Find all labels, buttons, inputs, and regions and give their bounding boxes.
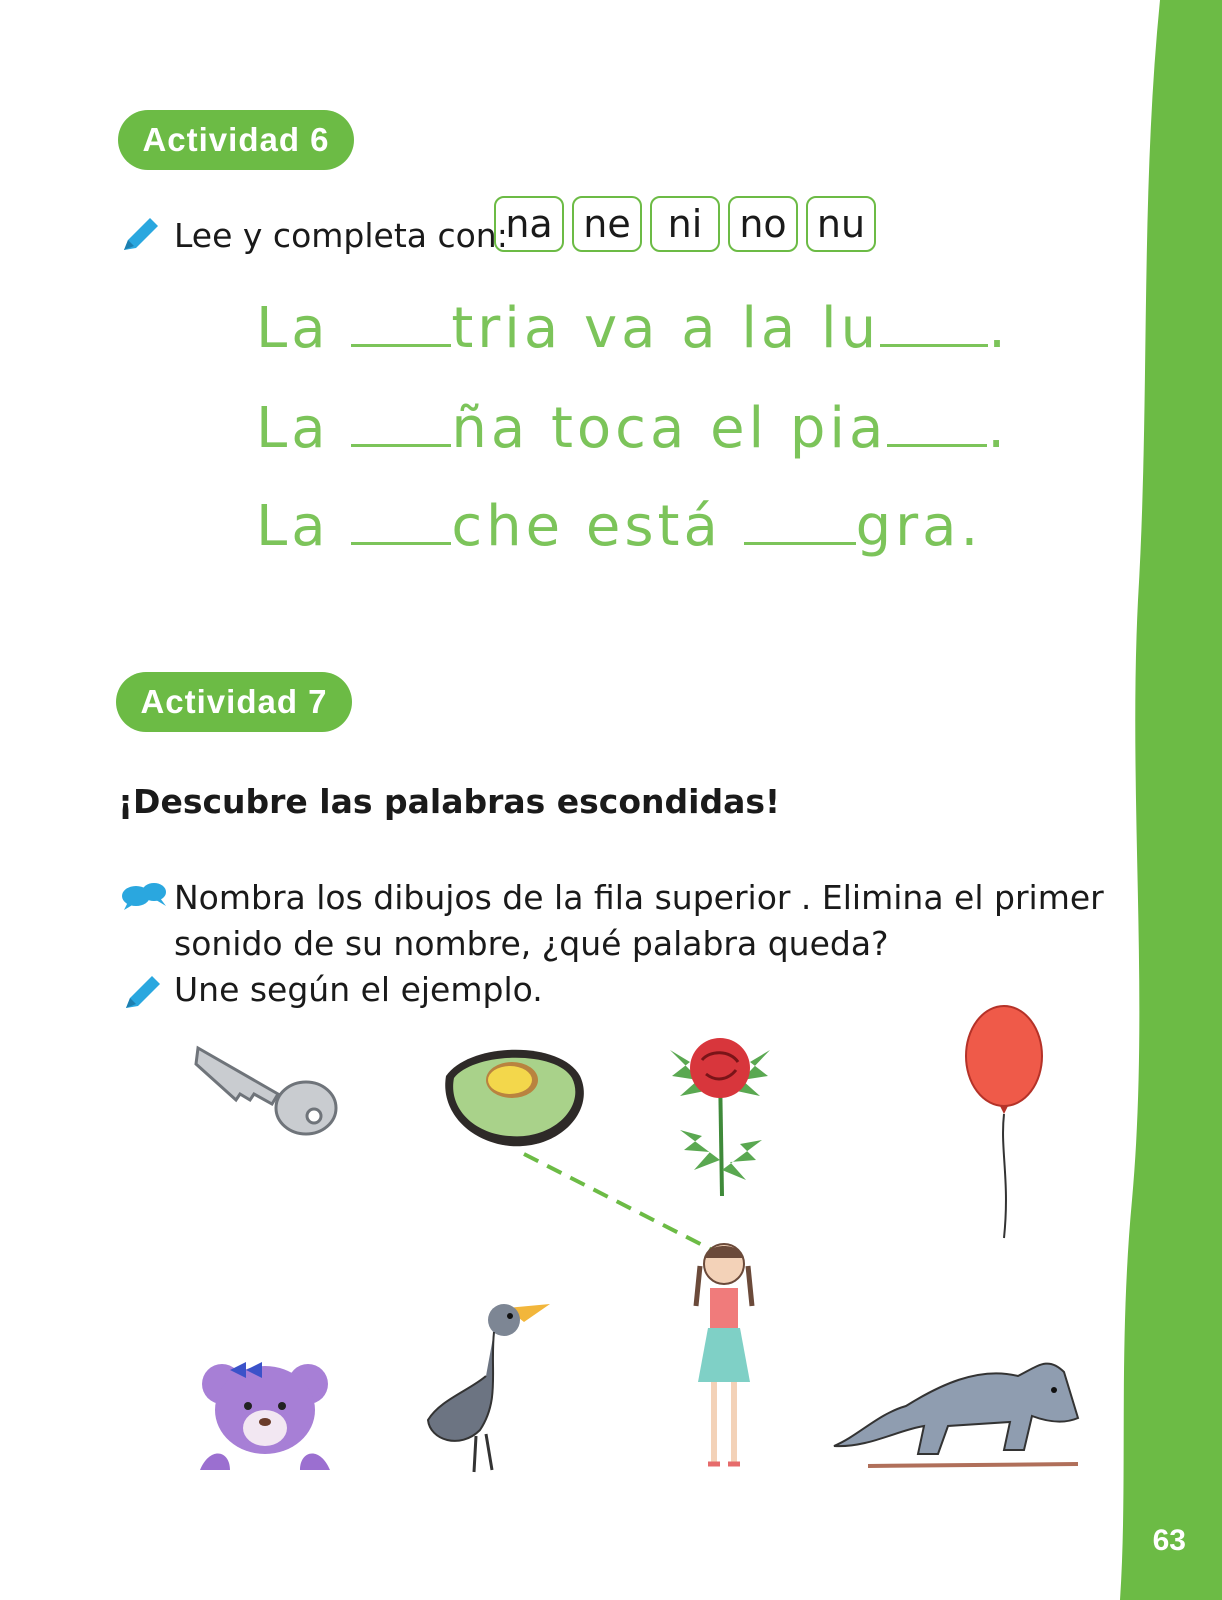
key-icon[interactable] [188,1034,348,1154]
answer-blank[interactable] [887,434,987,447]
teddy-bear-icon[interactable] [190,1350,340,1480]
sentence-text: La [256,296,352,361]
wolf-icon[interactable] [828,1326,1086,1476]
girl-icon[interactable] [684,1236,764,1476]
activity-7-instruction-3: Une según el ejemplo. [174,970,543,1009]
activity-7-instruction-1: Nombra los dibujos de la fila superior . Elimina el primer [174,878,1104,917]
activity-7-heading: ¡Descubre las palabras escondidas! [118,782,781,821]
avocado-icon[interactable] [440,1046,590,1152]
speech-bubbles-icon [120,880,170,914]
sentence-text: La [256,494,352,559]
duck-icon[interactable] [420,1280,570,1480]
answer-blank[interactable] [351,532,451,545]
sentence-text: . [987,396,1010,461]
sentence-text: tria va a la lu [451,296,881,361]
sentence-1 [256,296,1010,361]
activity-7-badge: Actividad 7 [116,672,352,732]
answer-blank[interactable] [351,434,451,447]
sentence-text: . [988,296,1010,361]
syllable-box: ne [572,196,642,252]
activity-6-badge: Actividad 6 [118,110,354,170]
syllable-box: nu [806,196,876,252]
sentence-2 [256,396,1009,461]
syllable-box: ni [650,196,720,252]
answer-blank[interactable] [880,334,988,347]
pencil-icon [118,212,162,256]
syllable-box: na [494,196,564,252]
answer-blank[interactable] [744,532,856,545]
syllable-list [494,196,884,252]
sentence-text: che está [451,494,744,559]
sentence-text: ña toca el pia [451,396,888,461]
sentence-3 [256,494,982,559]
page-number: 63 [1152,1524,1186,1557]
sentence-text: gra. [855,494,983,559]
balloon-icon[interactable] [960,1000,1050,1240]
pencil-icon [120,970,164,1014]
sentence-text: La [256,396,352,461]
activity-7-instruction-2: sonido de su nombre, ¿qué palabra queda? [174,924,889,963]
activity-6-instruction: Lee y completa con: [174,216,508,255]
syllable-box: no [728,196,798,252]
answer-blank[interactable] [351,334,451,347]
